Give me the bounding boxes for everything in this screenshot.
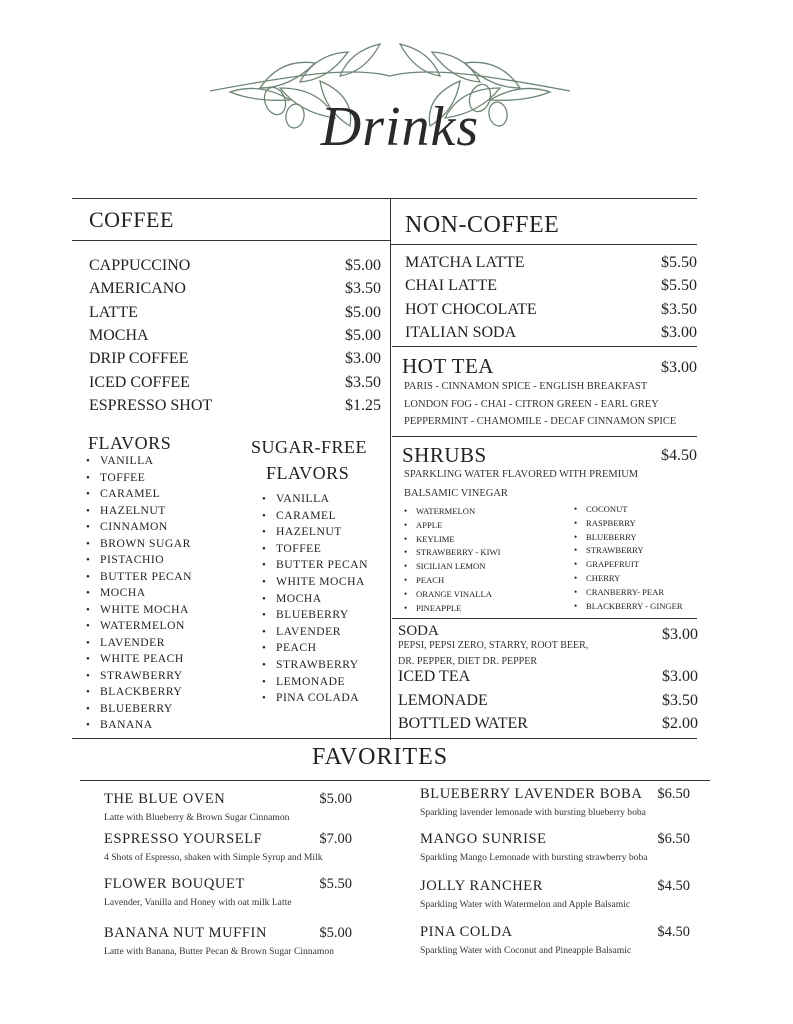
flavor-item: • VANILLA — [76, 453, 256, 470]
noncoffee-item-name: MATCHA LATTE — [405, 254, 525, 271]
coffee-item-price: $5.00 — [345, 257, 381, 274]
sugar-free-heading-2: FLAVORS — [266, 463, 350, 483]
shrub-flavor-item: • APPLE — [400, 519, 570, 533]
sugar-free-item: • STRAWBERRY — [252, 657, 392, 674]
other-drink-name: ICED TEA — [398, 668, 471, 685]
flavor-item: • STRAWBERRY — [76, 668, 256, 685]
flavor-item: • CARAMEL — [76, 486, 256, 503]
favorite-price: $5.00 — [319, 925, 352, 941]
hottea-line-1: PARIS - CINNAMON SPICE - ENGLISH BREAKFAST — [404, 381, 648, 392]
coffee-heading: COFFEE — [89, 207, 174, 232]
shrubs-list-1 — [400, 505, 570, 615]
flavors-heading: FLAVORS — [88, 433, 172, 453]
favorite-price: $4.50 — [657, 878, 690, 894]
shrub-flavor-item: • PINEAPPLE — [400, 602, 570, 616]
flavor-item: • WHITE PEACH — [76, 651, 256, 668]
sugar-free-item: • LAVENDER — [252, 624, 392, 641]
shrubs-price: $4.50 — [661, 447, 697, 464]
noncoffee-item-row — [405, 254, 697, 272]
other-drink-row — [398, 668, 698, 686]
favorite-desc: Lavender, Vanilla and Honey with oat milk Latte — [104, 897, 292, 908]
favorite-item — [104, 791, 352, 808]
other-drink-row — [398, 692, 698, 710]
coffee-item-row — [89, 327, 381, 345]
favorite-desc: Sparkling lavender lemonade with bursting blueberry boba — [420, 807, 646, 818]
flavor-item: • MOCHA — [76, 585, 256, 602]
shrub-flavor-item: • BLUEBERRY — [570, 531, 700, 545]
favorite-name: BLUEBERRY LAVENDER BOBA — [420, 786, 643, 802]
coffee-item-row — [89, 374, 381, 392]
sugar-free-heading-1: SUGAR-FREE — [251, 437, 368, 457]
favorite-item — [104, 925, 352, 942]
other-drink-row — [398, 715, 698, 733]
flavor-item: • TOFFEE — [76, 470, 256, 487]
shrub-flavor-item: • CHERRY — [570, 572, 700, 586]
favorite-price: $5.00 — [319, 791, 352, 807]
favorites-heading: FAVORITES — [312, 744, 449, 770]
soda-divider — [392, 618, 697, 619]
other-drink-name: LEMONADE — [398, 691, 488, 709]
coffee-item-price: $1.25 — [345, 396, 381, 414]
soda-price: $3.00 — [662, 626, 698, 643]
coffee-item-price: $5.00 — [345, 303, 381, 321]
favorite-name: ESPRESSO YOURSELF — [104, 831, 263, 847]
noncoffee-item-price: $3.50 — [661, 300, 697, 318]
favorite-name: PINA COLDA — [420, 924, 513, 940]
shrub-flavor-item: • GRAPEFRUIT — [570, 558, 700, 572]
coffee-item-price: $3.00 — [345, 350, 381, 368]
soda-line-1: PEPSI, PEPSI ZERO, STARRY, ROOT BEER, — [398, 640, 589, 651]
sugar-free-item: • PINA COLADA — [252, 690, 392, 707]
noncoffee-item-row — [405, 301, 697, 319]
favorite-item — [420, 878, 690, 895]
shrub-flavor-item: • PEACH — [400, 574, 570, 588]
sugar-free-item: • HAZELNUT — [252, 524, 392, 541]
coffee-item-price: $5.00 — [345, 326, 381, 344]
other-drink-name: BOTTLED WATER — [398, 715, 528, 732]
flavor-item: • LAVENDER — [76, 635, 256, 652]
favorite-name: MANGO SUNRISE — [420, 831, 547, 847]
favorites-divider — [80, 780, 710, 781]
coffee-item-name: DRIP COFFEE — [89, 350, 189, 368]
sugar-free-item: • VANILLA — [252, 491, 392, 508]
sugar-free-item: • BLUEBERRY — [252, 607, 392, 624]
favorite-desc: Sparkling Water with Coconut and Pineapple Balsamic — [420, 945, 632, 956]
sugar-free-item: • BUTTER PECAN — [252, 557, 392, 574]
other-drink-price: $3.00 — [662, 668, 698, 685]
soda-heading: SODA — [398, 623, 439, 639]
favorite-item — [104, 876, 352, 893]
favorite-price: $4.50 — [657, 924, 690, 940]
shrub-flavor-item: • STRAWBERRY - KIWI — [400, 546, 570, 560]
favorite-item — [104, 831, 352, 848]
page-title: Drinks — [320, 96, 480, 158]
favorite-item — [420, 831, 690, 848]
shrub-flavor-item: • STRAWBERRY — [570, 544, 700, 558]
coffee-item-name: MOCHA — [89, 326, 149, 344]
sugar-free-item: • TOFFEE — [252, 541, 392, 558]
favorite-price: $6.50 — [657, 786, 690, 802]
hottea-line-3: PEPPERMINT - CHAMOMILE - DECAF CINNAMON SPICE — [404, 416, 677, 427]
soda-line-2: DR. PEPPER, DIET DR. PEPPER — [398, 656, 538, 667]
shrubs-list-2 — [570, 503, 700, 613]
flavors-list — [76, 453, 256, 734]
coffee-item-name: ESPRESSO SHOT — [89, 396, 213, 414]
coffee-item-row — [89, 257, 381, 275]
shrub-flavor-item: • KEYLIME — [400, 533, 570, 547]
coffee-item-name: LATTE — [89, 303, 138, 321]
mid-divider — [72, 738, 697, 739]
shrubs-divider — [392, 436, 697, 437]
coffee-item-name: AMERICANO — [89, 280, 186, 298]
favorite-name: JOLLY RANCHER — [420, 878, 544, 894]
sugar-free-item: • PEACH — [252, 640, 392, 657]
noncoffee-item-name: ITALIAN SODA — [405, 323, 517, 341]
noncoffee-item-row — [405, 277, 697, 295]
flavor-item: • PISTACHIO — [76, 552, 256, 569]
noncoffee-item-price: $5.50 — [661, 277, 697, 295]
noncoffee-item-name: CHAI LATTE — [405, 277, 497, 295]
noncoffee-item-price: $5.50 — [661, 254, 697, 271]
coffee-divider — [72, 240, 390, 241]
sugar-free-item: • WHITE MOCHA — [252, 574, 392, 591]
favorite-desc: Sparkling Mango Lemonade with bursting strawberry boba — [420, 852, 648, 863]
flavor-item: • BANANA — [76, 717, 256, 734]
sugar-free-item: • MOCHA — [252, 591, 392, 608]
favorite-desc: Sparkling Water with Watermelon and Apple Balsamic — [420, 899, 631, 910]
sugar-free-list — [252, 491, 392, 707]
favorite-item — [420, 924, 690, 941]
shrub-flavor-item: • CRANBERRY- PEAR — [570, 586, 700, 600]
coffee-item-price: $3.50 — [345, 280, 381, 298]
coffee-item-row — [89, 304, 381, 322]
favorite-desc: Latte with Blueberry & Brown Sugar Cinnamon — [104, 812, 290, 823]
favorite-item — [420, 786, 690, 803]
flavor-item: • HAZELNUT — [76, 503, 256, 520]
coffee-item-name: ICED COFFEE — [89, 373, 190, 391]
shrub-flavor-item: • COCONUT — [570, 503, 700, 517]
flavor-item: • BROWN SUGAR — [76, 536, 256, 553]
noncoffee-item-price: $3.00 — [661, 323, 697, 341]
coffee-item-price: $3.50 — [345, 373, 381, 391]
flavor-item: • BLUEBERRY — [76, 701, 256, 718]
favorite-price: $5.50 — [319, 876, 352, 892]
shrub-flavor-item: • RASPBERRY — [570, 517, 700, 531]
favorite-name: BANANA NUT MUFFIN — [104, 925, 268, 941]
flavor-item: • BUTTER PECAN — [76, 569, 256, 586]
shrubs-heading: SHRUBS — [402, 443, 487, 467]
other-drink-price: $3.50 — [662, 691, 698, 709]
favorite-name: THE BLUE OVEN — [104, 791, 226, 807]
noncoffee-item-name: HOT CHOCOLATE — [405, 300, 537, 318]
hottea-heading: HOT TEA — [402, 354, 494, 378]
hottea-divider — [392, 346, 697, 347]
hottea-price: $3.00 — [661, 359, 697, 376]
coffee-item-row — [89, 350, 381, 368]
sugar-free-item: • CARAMEL — [252, 508, 392, 525]
favorite-price: $7.00 — [319, 831, 352, 847]
coffee-item-row — [89, 280, 381, 298]
top-divider — [72, 198, 697, 199]
shrub-flavor-item: • SICILIAN LEMON — [400, 560, 570, 574]
coffee-item-name: CAPPUCCINO — [89, 257, 191, 274]
flavor-item: • BLACKBERRY — [76, 684, 256, 701]
sugar-free-item: • LEMONADE — [252, 674, 392, 691]
favorite-price: $6.50 — [657, 831, 690, 847]
flavor-item: • WHITE MOCHA — [76, 602, 256, 619]
shrub-flavor-item: • WATERMELON — [400, 505, 570, 519]
favorite-name: FLOWER BOUQUET — [104, 876, 245, 892]
other-drink-price: $2.00 — [662, 715, 698, 732]
flavor-item: • CINNAMON — [76, 519, 256, 536]
shrub-flavor-item: • ORANGE VINALLA — [400, 588, 570, 602]
noncoffee-divider — [390, 244, 697, 245]
favorite-desc: Latte with Banana, Butter Pecan & Brown Sugar Cinnamon — [104, 946, 334, 957]
shrubs-desc-2: BALSAMIC VINEGAR — [404, 488, 508, 499]
shrubs-desc-1: SPARKLING WATER FLAVORED WITH PREMIUM — [404, 469, 639, 480]
shrub-flavor-item: • BLACKBERRY - GINGER — [570, 600, 700, 614]
flavor-item: • WATERMELON — [76, 618, 256, 635]
noncoffee-item-row — [405, 324, 697, 342]
noncoffee-heading: NON-COFFEE — [405, 212, 560, 238]
favorite-desc: 4 Shots of Espresso, shaken with Simple Syrup and Milk — [104, 852, 323, 863]
hottea-line-2: LONDON FOG - CHAI - CITRON GREEN - EARL GREY — [404, 399, 659, 410]
coffee-item-row — [89, 397, 381, 415]
